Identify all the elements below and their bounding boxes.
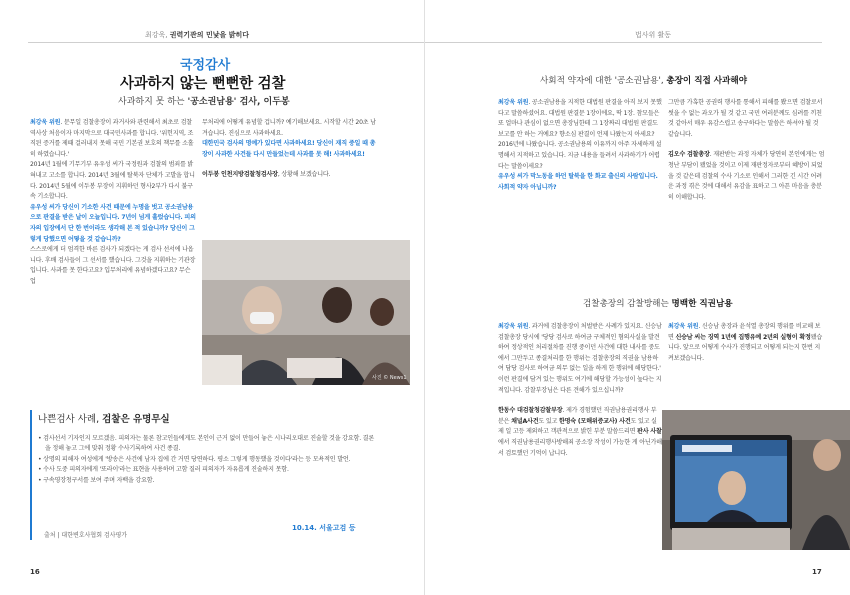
paragraph	[668, 322, 825, 364]
section-heading-apology	[540, 74, 747, 86]
monitor-photo-illustration	[662, 410, 850, 550]
list-item-text: 수사 도중 피의자에게 '또라이'라는 표현을 사용하며 고함 질러 피의자가 자유롭게 진술하지 못함.	[43, 466, 289, 474]
list-item-text: 검사선서 기자인지 모르겠음. 피의자는 물론 참고인들에게도 본인이 근거 없이 만들어 놓은 시나리오대로 진술할 것을 강요함. 결론을 정해 놓고 그에 맞춰 정황 수사기록하여 사건 종결.	[43, 435, 375, 453]
paragraph-text: 도 있고 실제 일 고등 제외하고 객관적으로 밝힌 부분 말씀드리면	[498, 417, 657, 436]
speaker-label: 최강욱 위원	[498, 323, 529, 330]
article-title: 사과하지 않는 뻔뻔한 검찰	[120, 76, 286, 92]
paragraph	[498, 406, 662, 459]
paragraph	[498, 322, 662, 396]
running-head-bold: 권력기관의 민낯을 밝히다	[169, 31, 250, 39]
paragraph-text: . 신승남 총장과 윤석열 총장의 행위를 비교해 보면	[668, 323, 821, 341]
case-name: 판사 사찰	[637, 428, 662, 436]
closing-text: , 상황해 보겠습니다.	[277, 171, 331, 179]
head-rule-right	[425, 42, 822, 43]
box-title-pre: 나쁜검사 사례,	[38, 414, 103, 425]
paragraph-text: 도 있고	[538, 417, 559, 425]
paragraph-text: . 공소권남용을 지적한 대법원 판결을 아직 보지 못했다고 말씀하셨어요. 대법원 판결문 1장이에요, 딱 1장. 참모들은 또 얼마나 관심이 없으면 총장님한테 그 1장짜리 대법원 판결도 보고를 안 하는 거예요? 향소심 판결이 언제 나왔는지 아세요? 2016년에 나왔습니다. 공소권남용의 이유까지 아주 자세하게 설명해서 지적하고 있습니다. 지금 내용을 들려서 사과하기가 어렵다는 말씀이세요?	[498, 99, 662, 170]
right-s2-column-2	[668, 322, 825, 364]
hearing-date: 10.14. 서울고검 등	[292, 524, 356, 532]
list-item-text: 구속영장청구서를 보여 주며 자백을 강요함.	[43, 476, 155, 484]
speaker-label: 김오수 검찰총장	[668, 151, 710, 159]
highlight-quote: 유우성 씨가 막노동을 하던 탈북을 한 화교 출신의 사람입니다. 사회적 약자 아닙니까?	[498, 173, 658, 191]
article-kicker: 국정감사	[180, 58, 231, 73]
paragraph	[30, 118, 197, 160]
right-page	[425, 0, 850, 595]
highlight-quote: 신승남 씨는 징역 1년에 집행유예 2년의 실형이 확정	[675, 333, 811, 341]
hearing-photo	[202, 240, 410, 385]
box-title-bold: 검찰은 유명무실	[102, 414, 170, 425]
page-number-right: 17	[812, 568, 822, 576]
speaker-label: 최강욱 위원	[498, 99, 529, 106]
speaker-label: 최강욱 위원	[668, 323, 699, 330]
list-item: • 검사선서 기자인지 모르겠음. 피의자는 물론 참고인들에게도 본인이 근거 없이 만들어 놓은 시나리오대로 진술할 것을 강요함. 결론을 정해 놓고 그에 맞춰 정황 수사기록하여 사건 종결.	[38, 435, 375, 453]
speaker-label: 한동수 대검찰청감찰부장	[498, 407, 563, 415]
paragraph	[668, 150, 825, 203]
left-column-2	[202, 118, 377, 181]
paragraph-text: . 제가 경험했던 직권남용권리행사 부분은	[498, 407, 657, 425]
closing-line	[202, 170, 377, 181]
running-head-plain: 최강욱,	[145, 31, 170, 39]
right-s2-column-1	[498, 322, 662, 459]
case-box-title	[38, 411, 170, 425]
paragraph-text: 됐습니다. 앞으로 어떻게 수사가 진행되고 어떻게 되는지 한번 지켜보겠습니다.	[668, 333, 823, 362]
section-heading-bold: 명백한 직권남용	[671, 299, 733, 309]
case-name: 채널A사건	[511, 417, 539, 425]
running-head-left	[145, 30, 249, 40]
paragraph: 그만큼 가혹한 공권력 행사를 통해서 피해를 봤으면 검찰로서 썻을 수 없는 과오가 될 것 같고 국민 여러분께도 심려를 끼친 것 같아서 매우 유감스럽고 송구하다는 말씀은 하셔야 될 것 같습니다.	[668, 99, 823, 138]
paragraph-text: 에서 직권남용권리행사방해죄 공소장 작성이 가능한 게 아닌가해서 검토했던 기억이 납니다.	[498, 438, 662, 457]
section-heading-bold: 총장이 직접 사과해야	[666, 76, 748, 86]
list-item: • 상명의 피해자 여성에게 '방송은 사건에 남자 집에 간 거면 당연하다. 평소 그렇게 행동했을 것이다'라는 등 모욕적인 발언.	[38, 455, 351, 463]
section-heading-pre: 검찰총장의 감찰방해는	[583, 299, 672, 309]
head-rule-left	[28, 42, 425, 43]
section-heading-abuse	[583, 297, 733, 309]
list-item-text: 상명의 피해자 여성에게 '방송은 사건에 남자 집에 간 거면 당연하다. 평소 그렇게 행동했을 것이다'라는 등 모욕적인 발언.	[43, 455, 351, 463]
case-box-rule	[30, 410, 32, 540]
list-item: • 수사 도중 피의자에게 '또라이'라는 표현을 사용하며 고함 질러 피의자가 자유롭게 진술하지 못함.	[38, 466, 289, 474]
box-source: 출처 | 대한변호사협회 검사평가	[44, 532, 128, 539]
photo-credit: 사진 © News1	[372, 375, 407, 381]
paragraph-text: . 재판받는 과정 자체가 당연히 본인에게는 엄청난 부담이 됐었을 것이고 이제 재판정자로부터 혜방이 되었을 것 같은데 검찰의 수사 기소로 인해서 그러한 긴 시간 어려운 과정 겪은 것에 대해서 유감을 표하고 그 아픈 마음을 충분히 이해합니다.	[668, 151, 825, 201]
section-heading-pre: 사회적 약자에 대한 '공소권남용',	[540, 76, 667, 86]
list-item: • 구속영장청구서를 보여 주며 자백을 강요함.	[38, 476, 155, 484]
closing-speaker: 이두봉 인천지방검찰청검사장	[202, 171, 278, 179]
subtitle-pre: 사과하지 못 하는	[118, 97, 188, 107]
paragraph: 스스로에게 더 엄격한 바른 검사가 되겠다는 게 검사 선서에 나옵니다. 후배 검사들이 그 선서를 했습니다. 그것을 지휘하는 기관장입니다. 사과를 못 한다고요? 입무처리에 유념하겠다고요? 무슨 업	[30, 246, 196, 285]
paragraph-text: . 문무일 검찰총장이 과거사와 관련해서 최초로 검찰 역사상 처음이자 마지막으로 대국민사과를 합니다. '위헌지역, 조직된 증거를 제때 걸러내지 못해 국민 기본권 보호의 책무를 소홀히 하였습니다.'	[30, 119, 194, 158]
left-column-1	[30, 118, 197, 288]
right-s1-column-2	[668, 98, 825, 203]
paragraph: 2014년 1월에 기무기부 유우성 씨가 국정원과 검찰의 범죄를 밝혀내고 고소를 합니다. 2014년 3월에 탈북자 단체가 고발을 합니다. 2014년 5월에 이두봉 부장이 지휘하던 형사2부가 다시 불구속 기소합니다.	[30, 161, 195, 201]
page-number-left: 16	[30, 568, 40, 576]
highlight-quote: 유우성 씨가 당신이 기소한 사건 때문에 누명을 벗고 공소권남용으로 판결을 받은 날이 오늘입니다. 7년이 넘게 흘렀습니다. 피의자의 입장에서 단 한 번이라도 생각해 본 적 있습니까? 당신이 그렇게 당했으면 어떻을 것 같습니까?	[30, 203, 196, 243]
case-name: 한명숙 (모해위증교사) 사건	[558, 417, 631, 425]
paragraph-text: . 과거에 검찰총장이 처벌받은 사례가 있지요. 신승남 검찰총장 당시에 '당당 검사로 하여금 구체적인 혐의사실을 발견하여 정상적인 처리절차를 진행 중이던 사건에 대한 내사를 중도에서 그만두고 종결처리를 한 행위는 검찰총장의 직권을 남용하여 담당 검사로 하여금 의무 없는 일을 하게 한 행위에 해당한다.' 이런 판결에 담겨 있는 행위도 여기에 해당할 가능성이 높다는 지적입니다. 감찰부장님은 다른 견해가 있으십니까?	[498, 323, 662, 394]
monitor-photo	[662, 410, 850, 550]
paragraph: 무처리에 어떻게 유념할 겁니까? 예기해보세요. 시작할 시간 20초 남겨습니다. 진심으로 사과하세요.	[202, 119, 376, 137]
hearing-photo-illustration	[202, 240, 410, 385]
running-head-right: 법사위 활동	[635, 31, 672, 39]
case-bullet-list	[38, 434, 378, 486]
article-subtitle	[118, 94, 290, 107]
right-s1-column-1	[498, 98, 662, 193]
paragraph	[498, 98, 662, 172]
highlight-quote: 대한민국 검사의 명예가 있다면 사과하세요! 당신이 재직 중일 때 총장이 사과한 사건들 다시 만들었는데 사과를 못 해! 사과하세요!	[202, 140, 376, 158]
speaker-label: 최강욱 위원	[30, 119, 61, 126]
subtitle-bold: '공소권남용' 검사, 이두봉	[187, 97, 290, 107]
